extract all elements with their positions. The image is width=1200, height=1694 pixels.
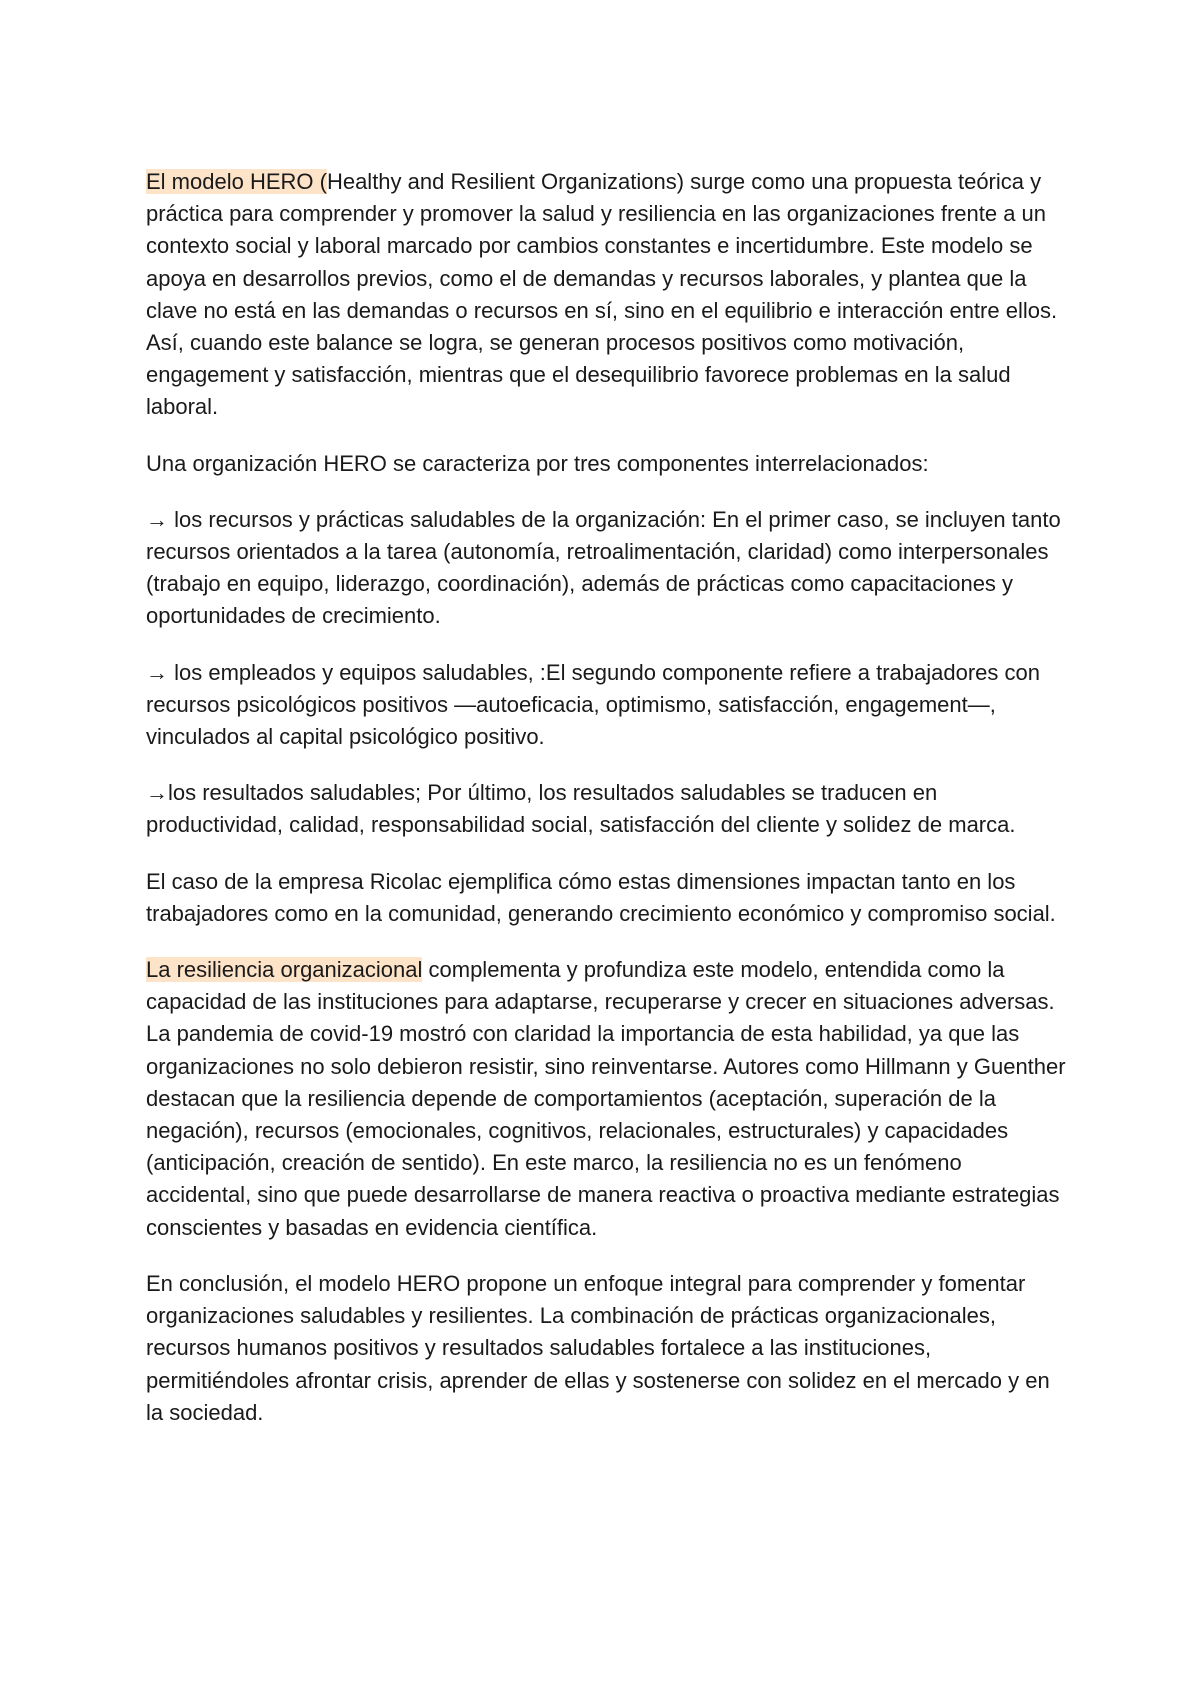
highlighted-phrase-resilience: La resiliencia organizacional [146, 957, 423, 983]
paragraph-text: complementa y profundiza este modelo, entendida como la capacidad de las instituciones para adaptarse, recuperarse y crecer en situaciones adversas. La pandemia de covid-19 mostró con claridad la importancia de esta habilidad, ya que las organizaciones no solo debieron resistir, sino reinventarse. Autores como Hillmann y Guenther destacan que la resiliencia depende de comportamientos (aceptación, superación de la negación), recursos (emocionales, cognitivos, relacionales, estructurales) y capacidades (anticipación, creación de sentido). En este marco, la resiliencia no es un fenómeno accidental, sino que puede desarrollarse de manera reactiva o proactiva mediante estrategias conscientes y basadas en evidencia científica. [146, 957, 1066, 1240]
paragraph-component-resources [146, 504, 1066, 633]
paragraph-hero-components [146, 448, 1066, 480]
document-body [146, 166, 1066, 1453]
paragraph-text: En conclusión, el modelo HERO propone un enfoque integral para comprender y fomentar organizaciones saludables y resilientes. La combinación de prácticas organizacionales, recursos humanos positivos y resultados saludables fortalece a las instituciones, permitiéndoles afrontar crisis, aprender de ellas y sostenerse con solidez en el mercado y en la sociedad. [146, 1270, 1050, 1425]
paragraph-component-employees [146, 657, 1066, 754]
paragraph-text: → los empleados y equipos saludables, :El segundo componente refiere a trabajadores con recursos psicológicos positivos —autoeficacia, optimismo, satisfacción, engagement—, vinculados al capital psicológico positivo. [146, 659, 1040, 750]
paragraph-text: Una organización HERO se caracteriza por tres componentes interrelacionados: [146, 450, 929, 476]
paragraph-text: El caso de la empresa Ricolac ejemplifica cómo estas dimensiones impactan tanto en los trabajadores como en la comunidad, generando crecimiento económico y compromiso social. [146, 868, 1056, 926]
paragraph-text: Healthy and Resilient Organizations) surge como una propuesta teórica y práctica para comprender y promover la salud y resiliencia en las organizaciones frente a un contexto social y laboral marcado por cambios constantes e incertidumbre. Este modelo se apoya en desarrollos previos, como el de demandas y recursos laborales, y plantea que la clave no está en las demandas o recursos en sí, sino en el equilibrio e interacción entre ellos. Así, cuando este balance se logra, se generan procesos positivos como motivación, engagement y satisfacción, mientras que el desequilibrio favorece problemas en la salud laboral. [146, 169, 1058, 420]
paragraph-conclusion [146, 1268, 1066, 1429]
paragraph-ricolac-case [146, 866, 1066, 930]
paragraph-text: →los resultados saludables; Por último, los resultados saludables se traducen en productividad, calidad, responsabilidad social, satisfacción del cliente y solidez de marca. [146, 780, 1016, 838]
highlighted-phrase-hero-model: El modelo HERO ( [146, 169, 327, 194]
paragraph-component-results [146, 777, 1066, 841]
paragraph-hero-intro [146, 166, 1066, 424]
paragraph-organizational-resilience [146, 954, 1066, 1244]
paragraph-text: → los recursos y prácticas saludables de la organización: En el primer caso, se incluyen tanto recursos orientados a la tarea (autonomía, retroalimentación, claridad) como interpersonales (trabajo en equipo, liderazgo, coordinación), además de prácticas como capacitaciones y oportunidades de crecimiento. [146, 506, 1061, 629]
